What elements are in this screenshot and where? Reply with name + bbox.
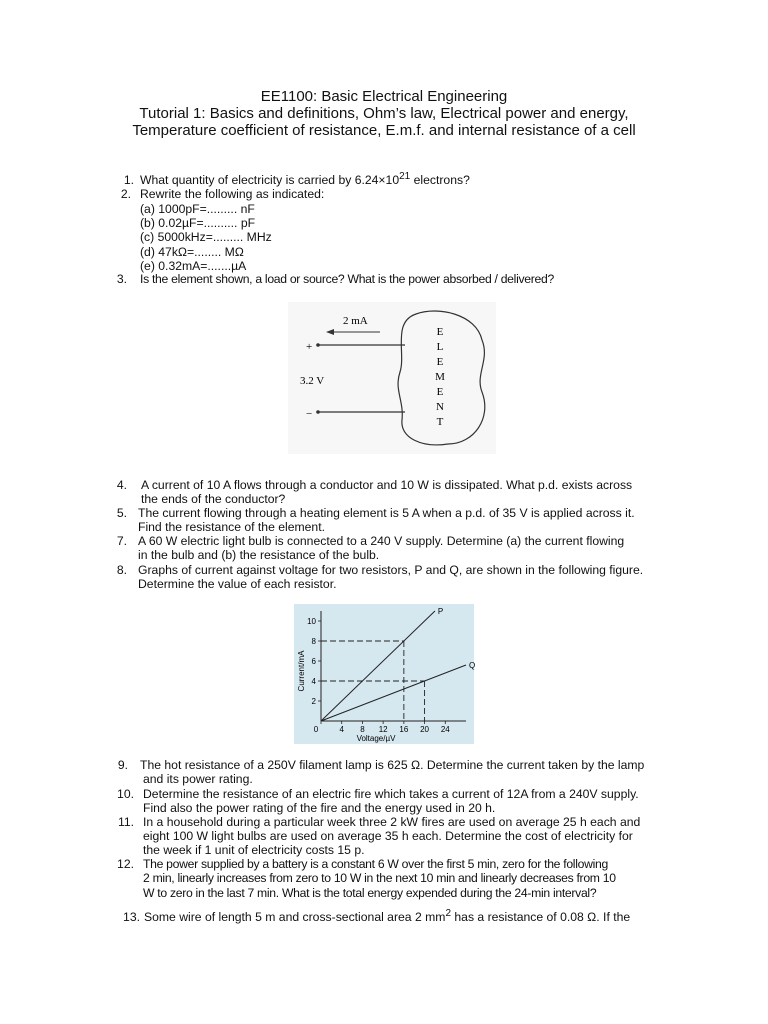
element-letter: T xyxy=(436,416,444,428)
question-text: The power supplied by a battery is a constant 6 W over the first 5 min, zero for the following xyxy=(143,857,608,871)
y-tick-label: 8 xyxy=(311,637,316,646)
series-label-q: Q xyxy=(469,661,476,670)
tutorial-subtitle-line1: Tutorial 1: Basics and definitions, Ohm’s law, Electrical power and energy, xyxy=(139,105,629,122)
voltage-label: 3.2 V xyxy=(300,375,325,387)
question-text: W to zero in the last 7 min. What is the total energy expended during the 24-min interval? xyxy=(143,886,597,900)
question-text: Find also the power rating of the fire and the energy used in 20 h. xyxy=(143,801,496,815)
conversion-item: (a) 1000pF=......... nF xyxy=(140,202,255,216)
x-tick-label: 24 xyxy=(440,725,450,734)
y-tick-label: 2 xyxy=(311,697,316,706)
exponent: 21 xyxy=(399,171,411,182)
current-label: 2 mA xyxy=(343,315,368,327)
current-voltage-graph xyxy=(294,604,474,744)
x-tick-label: 4 xyxy=(339,725,344,734)
element-letter: M xyxy=(435,371,445,383)
element-letter: L xyxy=(436,341,444,353)
element-letter: E xyxy=(436,386,444,398)
question-number: 12. xyxy=(117,857,134,871)
question-text: the ends of the conductor? xyxy=(141,492,286,506)
question-number: 2. xyxy=(120,187,131,201)
plus-terminal: + xyxy=(306,341,313,353)
question-number: 7. xyxy=(116,534,127,548)
x-tick-label: 8 xyxy=(360,725,365,734)
question-text: Graphs of current against voltage for two resistors, P and Q, are shown in the following figure. xyxy=(138,563,644,577)
question-text: Find the resistance of the element. xyxy=(138,520,325,534)
question-number: 1. xyxy=(123,173,134,187)
x-tick-label: 0 xyxy=(313,725,319,734)
x-tick-label: 12 xyxy=(378,725,388,734)
terminal-dot xyxy=(316,410,320,414)
question-number: 4. xyxy=(116,478,127,492)
question-text: Determine the value of each resistor. xyxy=(138,577,337,591)
question-text: 2 min, linearly increases from zero to 10 W in the next 10 min and linearly decreases from 10 xyxy=(143,871,616,885)
question-text: and its power rating. xyxy=(143,772,253,786)
question-text: In a household during a particular week three 2 kW fires are used on average 25 h each and xyxy=(143,815,641,829)
question-text: the week if 1 unit of electricity costs 15 p. xyxy=(143,843,365,857)
element-letter: N xyxy=(436,401,444,413)
y-axis-label: Current/mA xyxy=(297,650,306,692)
tutorial-subtitle-line2: Temperature coefficient of resistance, E.m.f. and internal resistance of a cell xyxy=(132,122,636,139)
question-text: The hot resistance of a 250V filament lamp is 625 Ω. Determine the current taken by the lamp xyxy=(140,758,645,772)
y-tick-label: 4 xyxy=(311,677,316,686)
x-tick-label: 20 xyxy=(420,725,430,734)
conversion-item: (d) 47kΩ=........ MΩ xyxy=(140,245,244,259)
y-tick-label: 10 xyxy=(307,617,316,626)
question-text: Is the element shown, a load or source? What is the power absorbed / delivered? xyxy=(140,272,554,286)
x-axis-label: Voltage/µV xyxy=(356,734,396,743)
question-text: A 60 W electric light bulb is connected to a 240 V supply. Determine (a) the current flowing xyxy=(138,534,625,548)
exponent: 2 xyxy=(445,908,451,919)
question-number: 5. xyxy=(116,506,127,520)
minus-terminal: − xyxy=(306,408,313,420)
question-number: 11. xyxy=(117,815,134,829)
question-text: The current flowing through a heating element is 5 A when a p.d. of 35 V is applied across it. xyxy=(138,506,635,520)
question-text: in the bulb and (b) the resistance of the bulb. xyxy=(138,548,380,562)
question-text: eight 100 W light bulbs are used on average 35 h each. Determine the cost of electricity for xyxy=(143,829,633,843)
question-number: 9. xyxy=(117,758,128,772)
question-text: A current of 10 A flows through a conductor and 10 W is dissipated. What p.d. exists across xyxy=(141,478,633,492)
circuit-figure xyxy=(288,302,496,454)
question-number: 3. xyxy=(116,272,127,286)
element-letter: E xyxy=(436,356,444,368)
question-text: Rewrite the following as indicated: xyxy=(140,187,325,201)
question-number: 13. xyxy=(123,910,140,924)
question-number: 8. xyxy=(116,563,127,577)
y-tick-label: 6 xyxy=(311,657,316,666)
question-text: Some wire of length 5 m and cross-sectional area 2 $mm^2$ has a resistance of 0.08 Ω. If the xyxy=(144,908,631,924)
document-title: EE1100: Basic Electrical Engineering xyxy=(260,88,508,105)
x-tick-label: 16 xyxy=(399,725,409,734)
conversion-item: (c) 5000kHz=......... MHz xyxy=(140,230,272,244)
conversion-item: (b) 0.02µF=.......... pF xyxy=(140,216,256,230)
terminal-dot xyxy=(316,343,320,347)
question-text: Determine the resistance of an electric fire which takes a current of 12A from a 240V supply. xyxy=(143,787,639,801)
element-letter: E xyxy=(436,326,444,338)
question-text: What quantity of electricity is carried by $6.24\times 10^{21}$ electrons? xyxy=(140,171,470,187)
question-number: 10. xyxy=(117,787,134,801)
conversion-item: (e) 0.32mA=.......µA xyxy=(140,259,247,273)
series-label-p: P xyxy=(437,607,444,616)
